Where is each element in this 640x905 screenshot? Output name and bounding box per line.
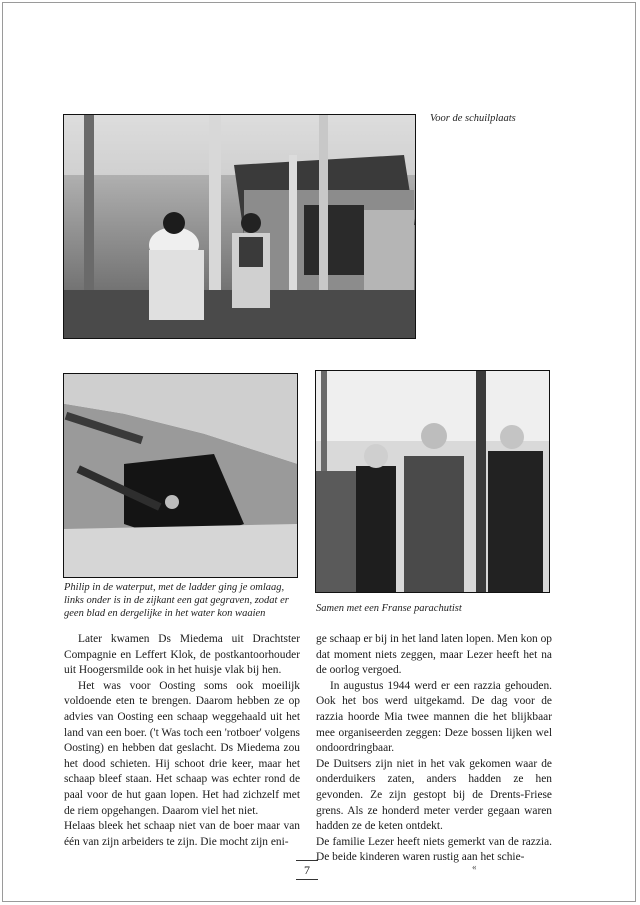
text-column-left	[64, 632, 300, 850]
photo-bottom-left-image	[64, 374, 297, 577]
caption-bottom-right-photo: Samen met een Franse parachutist	[316, 603, 462, 614]
paragraph: De Duitsers zijn niet in het vak gekomen waar de onderduikers zaten, anders hadden ze hen gevonden. Ze zijn gestopt bij de Drents-Friese grens. Als ze honderd meter verder gegaan waren hadden ze de keten ontdekt.	[316, 757, 552, 833]
photo-bottom-right	[315, 370, 550, 593]
paragraph: Later kwamen Ds Miedema uit Drachtster Compagnie en Leffert Klok, de postkantoorhouder uit Hoogersmilde ook in het huisje vlak bij hen.	[64, 633, 300, 677]
caption-bottom-left-photo: Philip in de waterput, met de ladder ging je omlaag, links onder is in de zijkant een gat gegraven, zodat er geen blad en dergelijke in het water kon waaien	[64, 582, 289, 619]
photo-top-image	[64, 115, 415, 338]
paragraph: De familie Lezer heeft niets gemerkt van de razzia. De beide kinderen waren rustig aan het schie-	[316, 835, 552, 864]
paragraph: Het was voor Oosting soms ook moeilijk voldoende eten te brengen. Daarom hebben ze op advies van Oosting een schaap weggehaald uit het land van een boer. ('t Was toch een 'rotboer' volgens Oosting) en hebben dat geslacht. Ds Miedema zou het dood schieten. Hij schoot drie keer, maar het schaap bleef staan. Het schaap was echter rond de paal voor de hut gaan lopen. Het had zichzelf met de riem opgehangen. Daarom viel het niet.	[64, 679, 300, 817]
paragraph: Helaas bleek het schaap niet van de boer maar van één van zijn arbeiders te zijn. Die mocht zijn eni-	[64, 820, 300, 848]
photo-bottom-right-image	[316, 371, 549, 592]
photo-top	[63, 114, 416, 339]
page-number: 7	[296, 860, 318, 880]
corner-mark: «	[472, 862, 477, 872]
photo-bottom-left	[63, 373, 298, 578]
caption-top-photo: Voor de schuilplaats	[430, 113, 516, 124]
paragraph: In augustus 1944 werd er een razzia gehouden. Ook het bos werd uitgekamd. De dag voor de razzia hoorde Mia twee mannen die het blijkbaar mee organiseerden zeggen: Deze bossen lijken wel ondoordringbaar.	[316, 679, 552, 755]
paragraph: ge schaap er bij in het land laten lopen. Men kon op dat moment niets zeggen, maar Lezer heeft het na de oorlog vergoed.	[316, 633, 552, 677]
text-column-right	[316, 632, 552, 866]
